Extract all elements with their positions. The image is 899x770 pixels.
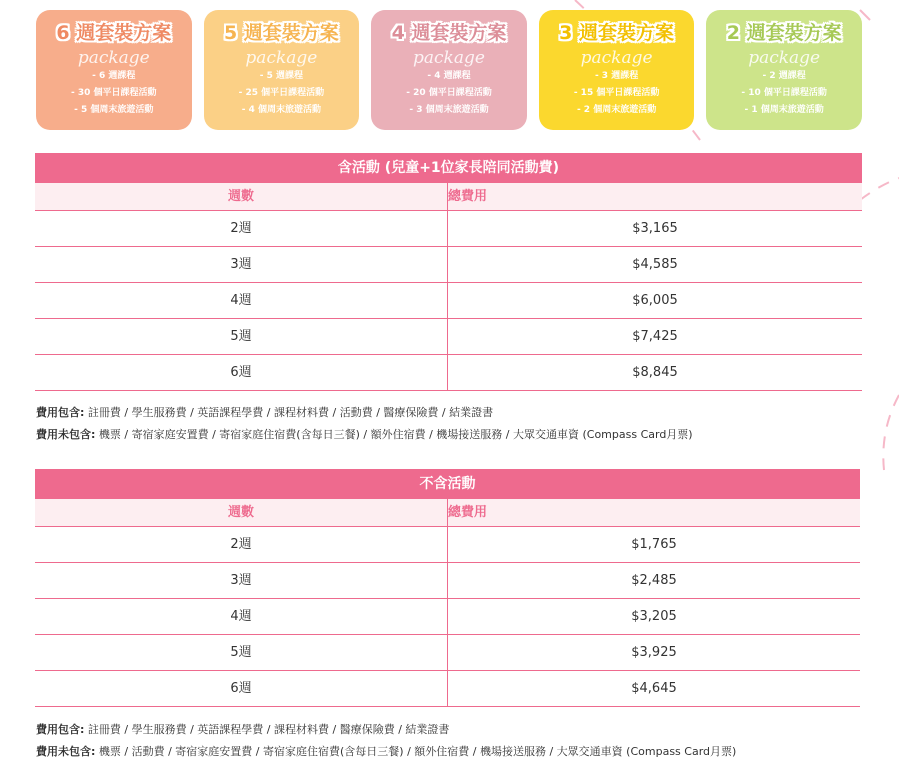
table-row <box>35 527 860 563</box>
table-title: 不含活動 <box>35 469 860 499</box>
excluded-text: 機票 / 活動費 / 寄宿家庭安置費 / 寄宿家庭住宿費(含每日三餐) / 額外住宿費 / 機場接送服務 / 大眾交通車資 (Compass Card月票) <box>95 745 737 758</box>
header-weeks: 週數 <box>35 183 448 210</box>
package-card-2-weeks[interactable] <box>706 10 862 130</box>
table-row <box>35 599 860 635</box>
package-title: 3 週套裝方案 <box>559 22 674 44</box>
package-line: - 15 個平日課程活動 <box>573 88 660 98</box>
header-weeks: 週數 <box>35 499 448 526</box>
fee-included-note <box>36 402 693 424</box>
fee-notes-without-activities <box>36 719 736 763</box>
header-total-cost: 總費用 <box>448 505 488 520</box>
included-text: 註冊費 / 學生服務費 / 英語課程學費 / 課程材料費 / 活動費 / 醫療保險費 / 結業證書 <box>84 406 494 419</box>
cell-weeks: 5週 <box>35 319 448 354</box>
package-card-5-weeks[interactable] <box>204 10 360 130</box>
package-title: 5 週套裝方案 <box>223 22 339 44</box>
table-row <box>35 355 862 391</box>
price-table-without-activities <box>35 469 860 707</box>
cell-weeks: 3週 <box>35 247 448 282</box>
cell-weeks: 2週 <box>35 527 448 562</box>
package-line: - 4 個周末旅遊活動 <box>241 105 322 115</box>
included-label: 費用包含: <box>36 406 85 419</box>
table-header <box>35 499 860 527</box>
package-line: - 25 個平日課程活動 <box>238 88 325 98</box>
table-row <box>35 319 862 355</box>
included-text: 註冊費 / 學生服務費 / 英語課程學費 / 課程材料費 / 醫療保險費 / 結業證書 <box>84 723 450 736</box>
fee-included-note <box>36 719 736 741</box>
cell-weeks: 4週 <box>35 283 448 318</box>
table-title: 含活動 (兒童+1位家長陪同活動費) <box>35 153 862 183</box>
package-title: 2 週套裝方案 <box>726 22 842 44</box>
package-line: - 20 個平日課程活動 <box>406 88 492 98</box>
package-line: - 2 週課程 <box>762 71 806 81</box>
fee-notes-with-activities <box>36 402 693 446</box>
package-line: - 2 個周末旅遊活動 <box>576 105 657 115</box>
package-line: - 6 週課程 <box>92 71 136 81</box>
package-card-4-weeks[interactable] <box>371 10 527 130</box>
cell-price: $3,925 <box>631 645 677 660</box>
cell-price: $3,165 <box>632 221 678 236</box>
package-title: 6 週套裝方案 <box>56 22 172 44</box>
table-row <box>35 211 862 247</box>
package-card-6-weeks[interactable] <box>36 10 192 130</box>
package-line: - 3 週課程 <box>594 71 639 81</box>
table-row <box>35 635 860 671</box>
fee-excluded-note <box>36 424 693 446</box>
package-subtitle: package <box>748 48 821 68</box>
cell-weeks: 4週 <box>35 599 448 634</box>
package-title: 4 週套裝方案 <box>391 22 507 44</box>
package-line: - 10 個平日課程活動 <box>741 88 827 98</box>
cell-price: $3,205 <box>631 609 677 624</box>
package-subtitle: package <box>580 48 653 68</box>
table-row <box>35 671 860 707</box>
cell-price: $4,645 <box>631 681 677 696</box>
cell-price: $2,485 <box>631 573 677 588</box>
cell-weeks: 5週 <box>35 635 448 670</box>
package-line: - 30 個平日課程活動 <box>71 88 157 98</box>
package-line: - 1 個周末旅遊活動 <box>744 105 824 115</box>
table-header <box>35 183 862 211</box>
cell-price: $1,765 <box>631 537 677 552</box>
package-cards <box>36 10 862 132</box>
excluded-label: 費用未包含: <box>36 745 96 758</box>
price-table-with-activities <box>35 153 862 391</box>
package-line: - 5 週課程 <box>259 71 304 81</box>
cell-price: $6,005 <box>632 293 678 308</box>
excluded-text: 機票 / 寄宿家庭安置費 / 寄宿家庭住宿費(含每日三餐) / 額外住宿費 / 機場接送服務 / 大眾交通車資 (Compass Card月票) <box>95 428 693 441</box>
cell-price: $4,585 <box>632 257 678 272</box>
excluded-label: 費用未包含: <box>36 428 96 441</box>
header-total-cost: 總費用 <box>448 189 488 204</box>
package-subtitle: package <box>245 48 318 68</box>
package-line: - 3 個周末旅遊活動 <box>409 105 489 115</box>
cell-price: $8,845 <box>632 365 678 380</box>
table-row <box>35 247 862 283</box>
table-row <box>35 563 860 599</box>
package-line: - 5 個周末旅遊活動 <box>74 105 154 115</box>
cell-weeks: 3週 <box>35 563 448 598</box>
included-label: 費用包含: <box>36 723 85 736</box>
cell-weeks: 2週 <box>35 211 448 246</box>
table-row <box>35 283 862 319</box>
package-card-3-weeks[interactable] <box>539 10 695 130</box>
cell-weeks: 6週 <box>35 355 448 390</box>
cell-price: $7,425 <box>632 329 678 344</box>
package-subtitle: package <box>77 48 150 68</box>
package-line: - 4 週課程 <box>427 71 471 81</box>
package-subtitle: package <box>413 48 485 68</box>
cell-weeks: 6週 <box>35 671 448 706</box>
fee-excluded-note <box>36 741 736 763</box>
